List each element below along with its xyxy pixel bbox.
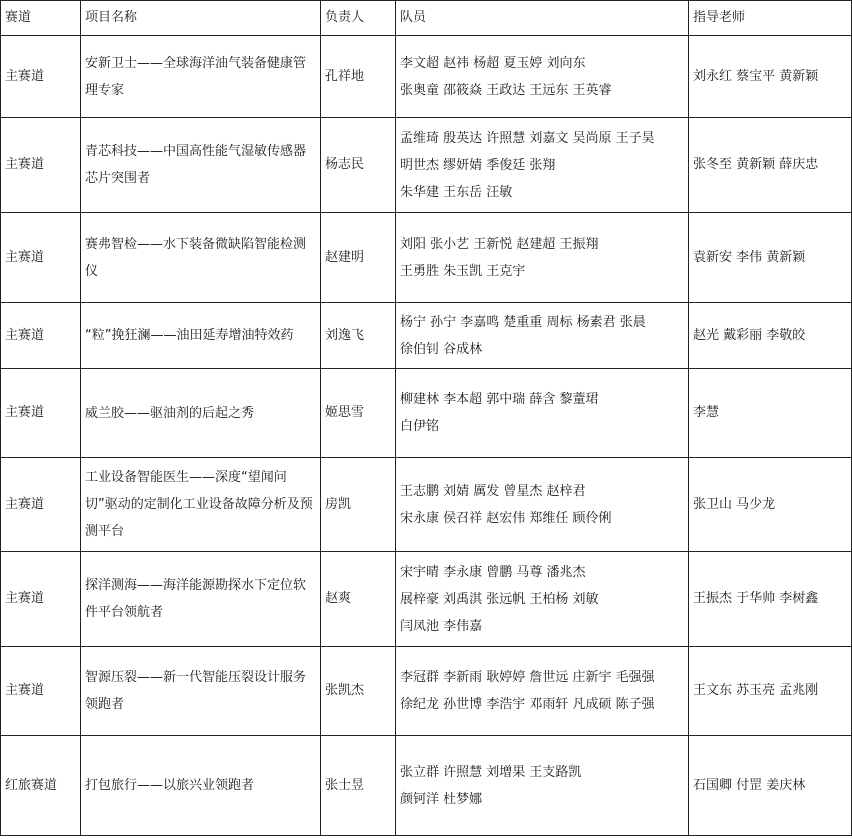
project-cell: [81, 552, 321, 647]
track-cell: 主赛道: [1, 118, 81, 213]
advisors-cell: 张卫山 马少龙: [689, 458, 852, 552]
project-name: 工业设备智能医生——深度“望闻问切”驱动的定制化工业设备故障分析及预测平台: [85, 470, 313, 539]
project-name: 赛弗智检——水下装备微缺陷智能检测仪: [85, 236, 307, 279]
table-row: [1, 647, 852, 736]
header-members: 队员: [396, 1, 689, 36]
project-cell: [81, 303, 321, 369]
table-row: [1, 369, 852, 458]
members-line: 徐纪龙 孙世博 李浩宇 邓雨轩 凡成硕 陈子强: [400, 697, 655, 712]
members-line: 刘阳 张小艺 王新悦 赵建超 王振翔: [400, 236, 599, 252]
project-name: 安新卫士——全球海洋油气装备健康管理专家: [85, 55, 307, 98]
leader-cell: 张凯杰: [321, 647, 396, 736]
leader-cell: 赵建明: [321, 213, 396, 303]
project-name: 智源压裂——新一代智能压裂设计服务领跑者: [85, 670, 307, 712]
members-cell: [396, 369, 689, 458]
members-cell: [396, 552, 689, 647]
members-line: 李冠群 李新雨 耿婷婷 詹世远 庄新宇 毛强强: [400, 670, 655, 685]
members-line: 宋宇晴 李永康 曾鹏 马尊 潘兆杰: [400, 564, 586, 580]
track-cell: 红旅赛道: [1, 736, 81, 836]
members-line: 杨宁 孙宁 李嘉鸣 楚重重 周标 杨素君 张晨: [400, 314, 646, 330]
track-cell: 主赛道: [1, 213, 81, 303]
project-cell: [81, 647, 321, 736]
project-cell: [81, 213, 321, 303]
track-cell: 主赛道: [1, 36, 81, 118]
members-cell: [396, 647, 689, 736]
members-line: 朱华建 王东岳 汪敏: [400, 184, 513, 200]
track-cell: 主赛道: [1, 369, 81, 458]
members-line: 张立群 许照慧 刘增果 王支路凯: [400, 764, 582, 780]
members-line: 白伊铭: [400, 419, 440, 434]
table-row: [1, 118, 852, 213]
header-project: 项目名称: [81, 1, 321, 36]
header-advisors: 指导老师: [689, 1, 852, 36]
leader-cell: 孔祥地: [321, 36, 396, 118]
advisors-cell: 王振杰 于华帅 李树鑫: [689, 552, 852, 647]
leader-cell: 刘逸飞: [321, 303, 396, 369]
project-name: 威兰胶——驱油剂的后起之秀: [85, 405, 255, 421]
leader-cell: 张士昱: [321, 736, 396, 836]
track-cell: 主赛道: [1, 458, 81, 552]
table-row: [1, 213, 852, 303]
track-cell: 主赛道: [1, 647, 81, 736]
table-row: [1, 303, 852, 369]
members-cell: [396, 303, 689, 369]
members-line: 王志鹏 刘婧 厲发 曾星杰 赵梓君: [400, 483, 586, 499]
table-header-row: [1, 1, 852, 36]
table-row: [1, 552, 852, 647]
members-line: 颜钶洋 杜梦娜: [400, 791, 483, 807]
table-row: [1, 736, 852, 836]
members-line: 柳建林 李本超 郭中瑞 薛含 黎蕫珺: [400, 392, 599, 407]
header-track: 赛道: [1, 1, 81, 36]
advisors-cell: 袁新安 李伟 黄新颖: [689, 213, 852, 303]
leader-cell: 房凯: [321, 458, 396, 552]
advisors-cell: 赵光 戴彩丽 李敬皎: [689, 303, 852, 369]
members-line: 明世杰 缪妍婧 季俊廷 张翔: [400, 157, 556, 173]
advisors-cell: 张冬至 黄新颖 薛庆忠: [689, 118, 852, 213]
project-cell: [81, 369, 321, 458]
members-line: 徐伯钊 谷成林: [400, 341, 483, 357]
project-cell: [81, 736, 321, 836]
project-name: 打包旅行——以旅兴业领跑者: [85, 778, 255, 793]
leader-cell: 姬思雪: [321, 369, 396, 458]
members-cell: [396, 736, 689, 836]
project-name: “粒”挽狂澜——油田延寿增油特效药: [85, 328, 294, 343]
members-line: 孟维琦 殷英达 许照慧 刘嘉文 吴尚原 王子昊: [400, 130, 655, 146]
members-line: 李文超 赵祎 杨超 夏玉婷 刘向东: [400, 55, 586, 71]
members-line: 宋永康 侯召祥 赵宏伟 郑维任 顾伶俐: [400, 510, 612, 526]
leader-cell: 杨志民: [321, 118, 396, 213]
project-name: 探洋测海——海洋能源勘探水下定位软件平台领航者: [85, 578, 307, 620]
members-line: 王勇胜 朱玉凯 王克宇: [400, 263, 526, 279]
header-leader: 负责人: [321, 1, 396, 36]
leader-cell: 赵爽: [321, 552, 396, 647]
members-line: 张奥童 邵筱焱 王政达 王远东 王英睿: [400, 82, 612, 98]
members-line: 展梓豪 刘禹淇 张远帆 王柏杨 刘敏: [400, 591, 599, 607]
table-row: [1, 36, 852, 118]
members-cell: [396, 213, 689, 303]
track-cell: 主赛道: [1, 303, 81, 369]
advisors-cell: 李慧: [689, 369, 852, 458]
project-cell: [81, 118, 321, 213]
members-cell: [396, 118, 689, 213]
advisors-cell: 刘永红 蔡宝平 黄新颖: [689, 36, 852, 118]
members-cell: [396, 36, 689, 118]
project-cell: [81, 36, 321, 118]
table-row: [1, 458, 852, 552]
advisors-cell: 王文东 苏玉亮 孟兆刚: [689, 647, 852, 736]
track-cell: 主赛道: [1, 552, 81, 647]
advisors-cell: 石国卿 付罡 姜庆林: [689, 736, 852, 836]
members-line: 闫凤池 李伟嘉: [400, 618, 483, 634]
project-cell: [81, 458, 321, 552]
members-cell: [396, 458, 689, 552]
project-name: 青芯科技——中国高性能气湿敏传感器芯片突围者: [85, 144, 307, 186]
